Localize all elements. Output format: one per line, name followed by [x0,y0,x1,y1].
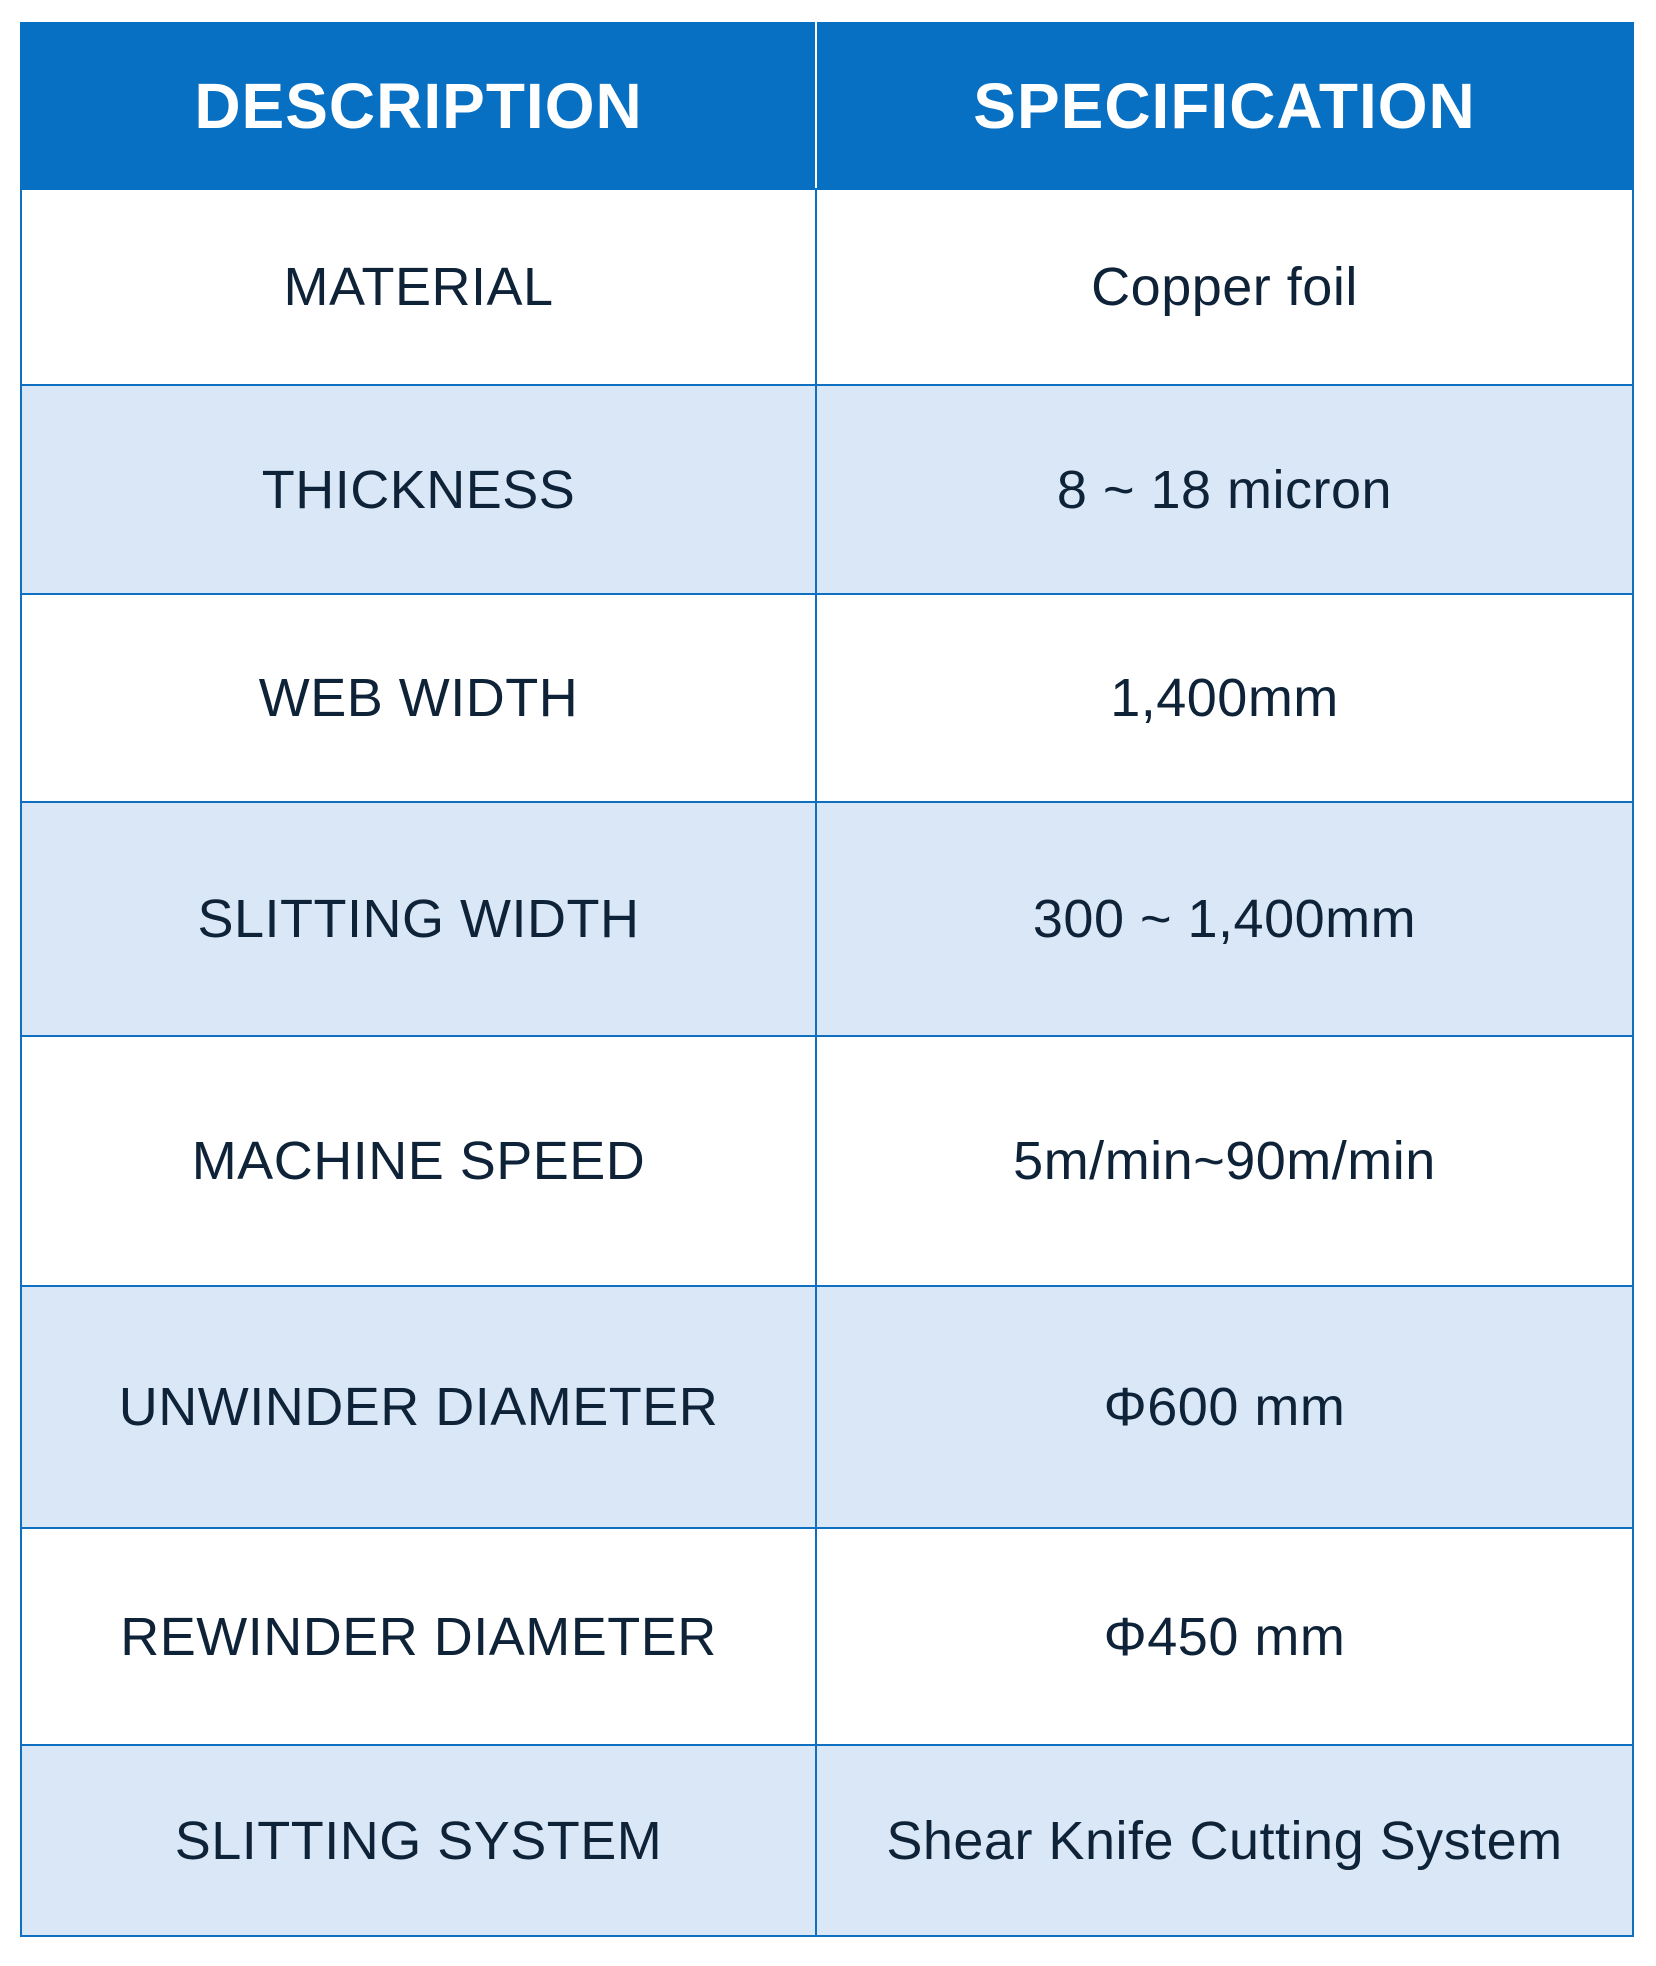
table-row [21,385,1633,594]
table-row [21,1745,1633,1936]
description-cell: UNWINDER DIAMETER [21,1286,816,1528]
description-cell: MACHINE SPEED [21,1036,816,1286]
specification-cell: 1,400mm [816,594,1633,802]
description-cell: WEB WIDTH [21,594,816,802]
specification-cell: Shear Knife Cutting System [816,1745,1633,1936]
table-row [21,1286,1633,1528]
table-body [21,189,1633,1936]
header-row [21,23,1633,189]
description-cell: MATERIAL [21,189,816,385]
table-row [21,1528,1633,1745]
table-row [21,594,1633,802]
table-row [21,189,1633,385]
table-row [21,1036,1633,1286]
specification-cell: Copper foil [816,189,1633,385]
specification-cell: 300 ~ 1,400mm [816,802,1633,1036]
specification-cell: Φ600 mm [816,1286,1633,1528]
column-header-description: DESCRIPTION [21,23,816,189]
description-cell: REWINDER DIAMETER [21,1528,816,1745]
table-header [21,23,1633,189]
description-cell: THICKNESS [21,385,816,594]
description-cell: SLITTING WIDTH [21,802,816,1036]
column-header-specification: SPECIFICATION [816,23,1633,189]
description-cell: SLITTING SYSTEM [21,1745,816,1936]
spec-table [20,22,1634,1937]
table-row [21,802,1633,1036]
specification-cell: 8 ~ 18 micron [816,385,1633,594]
specification-cell: 5m/min~90m/min [816,1036,1633,1286]
specification-cell: Φ450 mm [816,1528,1633,1745]
